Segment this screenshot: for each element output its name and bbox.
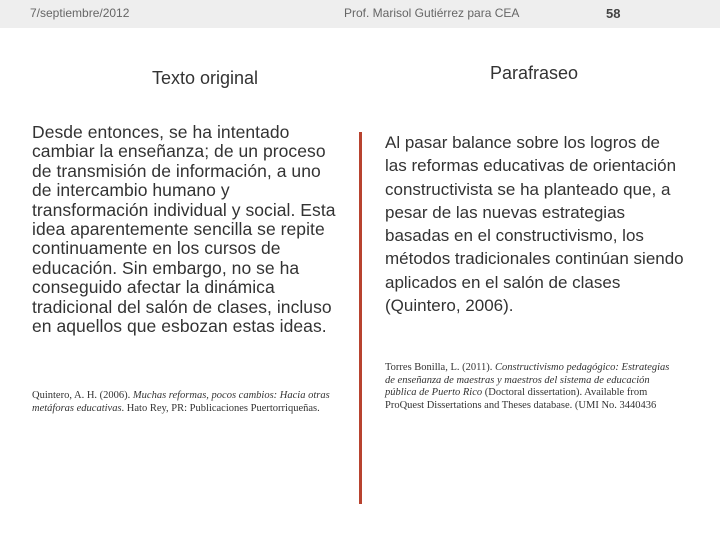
paraphrase-reference-author: Torres Bonilla, L. (2011). [385,362,495,373]
slide-header-bar [0,0,720,28]
original-text-body: Desde entonces, se ha intentado cambiar la enseñanza; de un proceso de transmisión de información, a uno de intercambio humano y transformación individual y social. Esta idea aparentemente sencilla se repite continuamente en los cursos de educación. Sin embargo, no se ha conseguido afectar la dinámica tradicional del salón de clases, incluso en aquellos que esbozan estas ideas. [32,122,336,337]
original-reference-publisher: . Hato Rey, PR: Publicaciones Puertorriqueñas. [121,402,320,414]
original-reference-author: Quintero, A. H. (2006). [32,390,133,401]
original-reference [32,390,332,415]
slide-page-number: 58 [606,6,621,21]
paraphrase-reference-details: (Doctoral dissertation). Available from ProQuest Dissertations and Theses database. (UMI No. 3440436 [385,387,657,411]
paraphrase-reference [385,362,675,412]
paraphrase-heading: Parafraseo [490,63,579,83]
original-text-heading: Texto original [152,68,259,88]
slide-author: Prof. Marisol Gutiérrez para CEA [344,6,520,20]
slide-date: 7/septiembre/2012 [30,6,130,20]
paraphrase-body: Al pasar balance sobre los logros de las reformas educativas de orientación constructivista se ha planteado que, a pesar de las nuevas estrategias basadas en el constructivismo, los métodos tradicionales continúan siendo aplicados en el salón de clases (Quintero, 2006). [385,133,684,316]
original-reference-title: Muchas reformas, pocos cambios: Hacia otras metáforas educativas [32,390,330,414]
column-divider [359,132,362,504]
paraphrase-reference-title: Constructivismo pedagógico: Estrategias de enseñanza de maestras y maestros del sistema de educación pública de Puerto Rico [385,362,670,399]
